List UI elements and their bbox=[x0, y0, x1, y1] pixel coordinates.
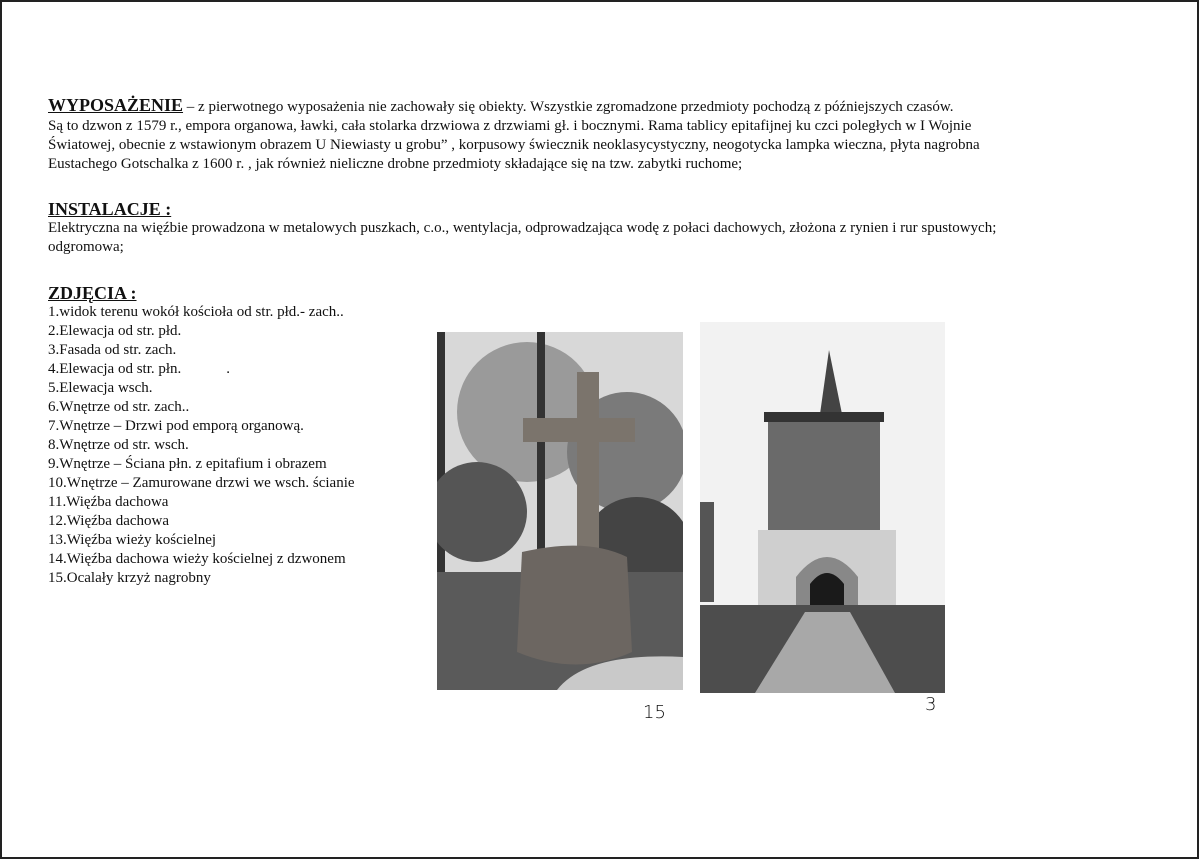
photos-heading: ZDJĘCIA : bbox=[48, 283, 137, 303]
photo-number: 15 bbox=[643, 702, 666, 723]
photo-list-item: 3.Fasada od str. zach. bbox=[48, 342, 177, 358]
photo-grave-cross bbox=[437, 332, 683, 690]
photo-list-item: 13.Więźba wieży kościelnej bbox=[48, 532, 217, 548]
photo-list-item: 2.Elewacja od str. płd. bbox=[48, 323, 182, 339]
equipment-heading: WYPOSAŻENIE bbox=[48, 95, 184, 115]
photo-list-item: 15.Ocalały krzyż nagrobny bbox=[48, 570, 211, 586]
installations-line: odgromowa; bbox=[48, 239, 124, 255]
installations-heading: INSTALACJE : bbox=[48, 199, 172, 219]
equipment-intro: – z pierwotnego wyposażenia nie zachowały się obiekty. Wszystkie zgromadzone przedmioty pochodzą z późniejszych czasów. bbox=[183, 99, 954, 115]
photo-list-item: 11.Więźba dachowa bbox=[48, 494, 169, 510]
photo-church-tower bbox=[700, 322, 945, 693]
photo-list-item: 8.Wnętrze od str. wsch. bbox=[48, 437, 189, 453]
photo-list-item: 10.Wnętrze – Zamurowane drzwi we wsch. ścianie bbox=[48, 475, 355, 491]
installations-section bbox=[48, 200, 1158, 257]
equipment-line: Eustachego Gotschalka z 1600 r. , jak również nieliczne drobne przedmioty składające się na tzw. zabytki ruchome; bbox=[48, 156, 743, 172]
photo-list-item: 4.Elewacja od str. płn. . bbox=[48, 361, 231, 377]
equipment-line: Są to dzwon z 1579 r., empora organowa, ławki, cała stolarka drzwiowa z drzwiami gł. i bocznymi. Rama tablicy epitafijnej ku czci poległych w I Wojnie bbox=[48, 118, 972, 134]
photos-section bbox=[48, 284, 448, 588]
photo-list-item: 1.widok terenu wokół kościoła od str. płd.- zach.. bbox=[48, 304, 344, 320]
photo-list-item: 7.Wnętrze – Drzwi pod emporą organową. bbox=[48, 418, 304, 434]
photo-list-item: 12.Więźba dachowa bbox=[48, 513, 170, 529]
equipment-line: Światowej, obecnie z wstawionym obrazem U Niewiasty u grobu” , korpusowy świecznik neoklasycystyczny, neogotycka lampka wieczna, płyta nagrobna bbox=[48, 137, 980, 153]
equipment-section bbox=[48, 96, 1158, 174]
photo-number: 3 bbox=[925, 694, 937, 715]
photo-list-item: 9.Wnętrze – Ściana płn. z epitafium i obrazem bbox=[48, 456, 327, 472]
photo-list-item: 14.Więźba dachowa wieży kościelnej z dzwonem bbox=[48, 551, 346, 567]
photo-list-item: 6.Wnętrze od str. zach.. bbox=[48, 399, 190, 415]
photo-list-item: 5.Elewacja wsch. bbox=[48, 380, 153, 396]
installations-line: Elektryczna na więźbie prowadzona w metalowych puszkach, c.o., wentylacja, odprowadzająca wodę z połaci dachowych, złożona z rynien i rur spustowych; bbox=[48, 220, 997, 236]
